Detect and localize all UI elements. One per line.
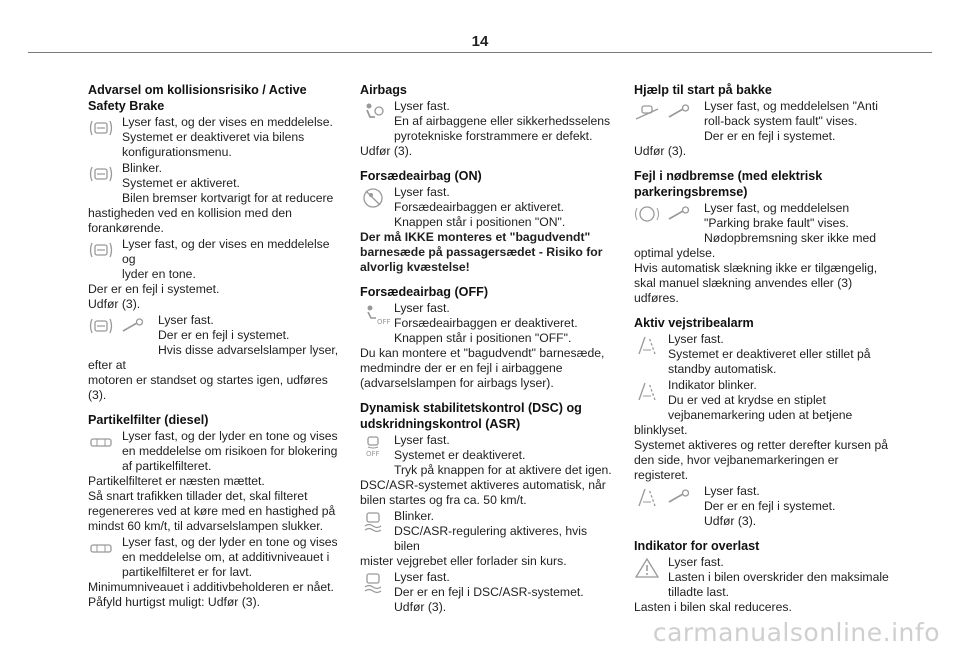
body-text: medmindre der er en fejl i airbaggene (360, 361, 563, 375)
section (360, 168, 615, 275)
body-text: Udfør (3). (634, 144, 687, 158)
body-text: Systemet er deaktiveret via bilens (122, 130, 305, 144)
body-text: Systemet er aktiveret. (122, 176, 240, 190)
body-text: Hvis automatisk slækning ikke er tilgængelig, (634, 261, 878, 275)
body-text: Lyser fast. (394, 185, 450, 199)
body-text: Der er en fejl i systemet. (704, 129, 836, 143)
warning-entry (88, 161, 343, 236)
warning-lamp-icons (634, 555, 666, 587)
warning-lamp-icons (360, 301, 392, 333)
body-text: bilen startes og fra ca. 50 km/t. (360, 493, 527, 507)
section (360, 284, 615, 391)
column-3 (634, 82, 889, 624)
watermark: carmanualsonline.info (652, 618, 940, 647)
warning-lamp-icons (634, 378, 666, 410)
body-text: Lasten i bilen skal reduceres. (634, 600, 792, 614)
body-text: Systemet er deaktiveret eller stillet på (668, 347, 871, 361)
body-text: forankørende. (88, 221, 164, 235)
warning-entry (360, 99, 615, 159)
body-text: Der er en fejl i systemet. (704, 499, 836, 513)
body-text: motoren er standset og startes igen, udføres (3). (88, 373, 328, 402)
warning-lamp-icons (360, 433, 392, 465)
lane-alert-icon (634, 380, 660, 402)
body-text: Tryk på knappen for at aktivere det igen. (394, 463, 612, 477)
body-text: en meddelelse om, at additivniveauet i (122, 550, 330, 564)
warning-entry (88, 115, 343, 160)
body-text: Lyser fast. (668, 332, 724, 346)
body-text: Systemet aktiveres og retter derefter kursen på (634, 438, 889, 452)
body-text: Lyser fast, og der lyder en tone og vises (122, 535, 338, 549)
body-text: Minimumniveauet i additivbeholderen er nået. (88, 580, 334, 594)
body-text: Knappen står i positionen "OFF". (394, 331, 572, 345)
column-1 (88, 82, 343, 619)
dsc-icon (360, 511, 386, 533)
wrench-icon (666, 203, 692, 225)
warning-text: alvorlig kvæstelse! (360, 260, 470, 274)
particle-filter-icon (88, 431, 114, 453)
body-text: DSC/ASR-regulering aktiveres, hvis bilen (394, 524, 588, 553)
warning-text: Der må IKKE monteres et "bagudvendt" (360, 230, 591, 244)
body-text: en meddelelse om risikoen for blokering (122, 444, 338, 458)
body-text: Partikelfilteret er næsten mættet. (88, 474, 265, 488)
warning-entry (88, 429, 343, 534)
section-title: Hjælp til start på bakke (634, 83, 772, 97)
section-title: Airbags (360, 83, 407, 97)
body-text: vejbanemarkering uden at betjene blinklyset. (634, 408, 853, 437)
warning-entry (88, 313, 343, 403)
body-text: Forsædeairbaggen er deaktiveret. (394, 316, 578, 330)
collision-warning-icon (88, 239, 114, 261)
body-text: Lyser fast, og der vises en meddelelse. (122, 115, 333, 129)
body-text: Lyser fast. (394, 433, 450, 447)
body-text: pyrotekniske forstrammere er defekt. (394, 129, 593, 143)
section (360, 400, 615, 615)
body-text: Der er en fejl i systemet. (158, 328, 290, 342)
body-text: Lyser fast. (394, 301, 450, 315)
body-text: konfigurationsmenu. (122, 145, 232, 159)
page-number: 14 (471, 33, 489, 50)
section-title: Partikelfilter (diesel) (88, 413, 209, 427)
particle-filter-icon (88, 537, 114, 559)
parking-brake-icon (634, 203, 660, 225)
collision-warning-icon (88, 315, 114, 337)
warning-lamp-icons (634, 484, 702, 516)
body-text: Knappen står i positionen "ON". (394, 215, 566, 229)
body-text: Udfør (3). (704, 514, 757, 528)
warning-lamp-icons (634, 201, 702, 233)
warning-entry (88, 535, 343, 610)
body-text: Udfør (3). (88, 297, 141, 311)
wrench-icon (666, 101, 692, 123)
lane-alert-icon (634, 334, 660, 356)
body-text: udføres. (634, 291, 679, 305)
body-text: standby automatisk. (668, 362, 777, 376)
body-text: Så snart trafikken tillader det, skal filteret (88, 489, 308, 503)
body-text: tilladte last. (668, 585, 729, 599)
overload-icon (634, 557, 660, 579)
warning-lamp-icons (360, 99, 392, 131)
wrench-icon (120, 315, 146, 337)
body-text: Du er ved at krydse en stiplet (668, 393, 826, 407)
body-text: mindst 60 km/t, til advarselslampen slukker. (88, 519, 324, 533)
body-text: lyder en tone. (122, 267, 196, 281)
body-text: Udfør (3). (394, 600, 447, 614)
warning-lamp-icons (88, 429, 120, 461)
hill-start-icon (634, 101, 660, 123)
body-text: af partikelfilteret. (122, 459, 212, 473)
warning-lamp-icons (634, 332, 666, 364)
body-text: hastigheden ved en kollision med den (88, 206, 292, 220)
warning-entry (634, 332, 889, 377)
body-text: regenereres ved at køre med en hastighed på (88, 504, 336, 518)
body-text: Lyser fast. (158, 313, 214, 327)
dsc-off-icon (360, 435, 386, 457)
section (634, 538, 889, 615)
section-title: Forsædeairbag (ON) (360, 169, 482, 183)
body-text: Der er en fejl i systemet. (88, 282, 220, 296)
warning-entry (634, 555, 889, 615)
warning-entry (88, 237, 343, 312)
warning-lamp-icons (88, 115, 120, 147)
lane-alert-icon (634, 486, 660, 508)
body-text: Bilen bremser kortvarigt for at reducere (122, 191, 334, 205)
body-text: Forsædeairbaggen er aktiveret. (394, 200, 565, 214)
body-text: Lyser fast. (394, 99, 450, 113)
body-text: (advarselslampen for airbags lyser). (360, 376, 554, 390)
warning-entry (360, 185, 615, 275)
warning-entry (360, 570, 615, 615)
section (88, 412, 343, 610)
body-text: Hvis disse advarselslamper lyser, efter at (88, 343, 339, 372)
body-text: Lyser fast, og der lyder en tone og vises (122, 429, 338, 443)
section-title: Fejl i nødbremse (med elektrisk parkeringsbremse) (634, 169, 823, 199)
body-text: Udfør (3). (360, 144, 413, 158)
body-text: Blinker. (394, 509, 434, 523)
warning-entry (360, 301, 615, 391)
warning-lamp-icons (634, 99, 702, 131)
warning-entry (634, 201, 889, 306)
section-title: Forsædeairbag (OFF) (360, 285, 489, 299)
section-title: Advarsel om kollisionsrisiko / Active Safety Brake (88, 83, 307, 113)
body-text: Du kan montere et "bagudvendt" barnesæde, (360, 346, 605, 360)
section (360, 82, 615, 159)
section-title: Aktiv vejstribealarm (634, 316, 754, 330)
body-text: Lyser fast, og der vises en meddelelse og (122, 237, 330, 266)
svg-text:OFF: OFF (366, 450, 380, 458)
warning-lamp-icons (88, 237, 120, 269)
body-text: den side, hvor vejbanemarkeringen er registeret. (634, 453, 839, 482)
warning-lamp-icons (88, 161, 120, 193)
collision-warning-icon (88, 163, 114, 185)
body-text: Der er en fejl i DSC/ASR-systemet. (394, 585, 584, 599)
wrench-icon (666, 486, 692, 508)
body-text: Lyser fast. (394, 570, 450, 584)
section-title: Dynamisk stabilitetskontrol (DSC) og udskridningskontrol (ASR) (360, 401, 582, 431)
body-text: En af airbaggene eller sikkerhedsselens (394, 114, 611, 128)
section (634, 315, 889, 529)
passenger-airbag-on-icon (360, 187, 386, 209)
warning-entry (634, 484, 889, 529)
body-text: Blinker. (122, 161, 162, 175)
warning-lamp-icons (360, 185, 392, 217)
column-2 (360, 82, 615, 624)
warning-lamp-icons (360, 570, 392, 602)
body-text: skal manuel slækning anvendes eller (3) (634, 276, 853, 290)
airbag-icon (360, 101, 386, 123)
svg-text:OFF: OFF (377, 318, 391, 326)
body-text: Nødopbremsning sker ikke med optimal ydelse. (634, 231, 877, 260)
body-text: DSC/ASR-systemet aktiveres automatisk, når (360, 478, 606, 492)
warning-text: barnesæde på passagersædet - Risiko for (360, 245, 603, 259)
body-text: Lyser fast, og meddelelsen (704, 201, 850, 215)
body-text: Indikator blinker. (668, 378, 757, 392)
dsc-icon (360, 572, 386, 594)
section (88, 82, 343, 403)
body-text: Systemet er deaktiveret. (394, 448, 526, 462)
warning-entry (634, 99, 889, 159)
body-text: "Parking brake fault" vises. (704, 216, 849, 230)
body-text: roll-back system fault" vises. (704, 114, 858, 128)
body-text: Lasten i bilen overskrider den maksimale (668, 570, 889, 584)
section-title: Indikator for overlast (634, 539, 760, 553)
header-divider (28, 52, 932, 53)
warning-entry (360, 509, 615, 569)
section (634, 82, 889, 159)
collision-warning-icon (88, 117, 114, 139)
warning-lamp-icons (88, 313, 156, 345)
passenger-airbag-off-icon (360, 303, 391, 326)
warning-lamp-icons (88, 535, 120, 567)
body-text: Lyser fast. (704, 484, 760, 498)
warning-entry (360, 433, 615, 508)
body-text: Påfyld hurtigst muligt: Udfør (3). (88, 595, 261, 609)
body-text: Lyser fast, og meddelelsen "Anti (704, 99, 878, 113)
warning-entry (634, 378, 889, 483)
warning-lamp-icons (360, 509, 392, 541)
body-text: Lyser fast. (668, 555, 724, 569)
section (634, 168, 889, 306)
body-text: mister vejgrebet eller forlader sin kurs. (360, 554, 567, 568)
body-text: partikelfilteret er for lavt. (122, 565, 253, 579)
